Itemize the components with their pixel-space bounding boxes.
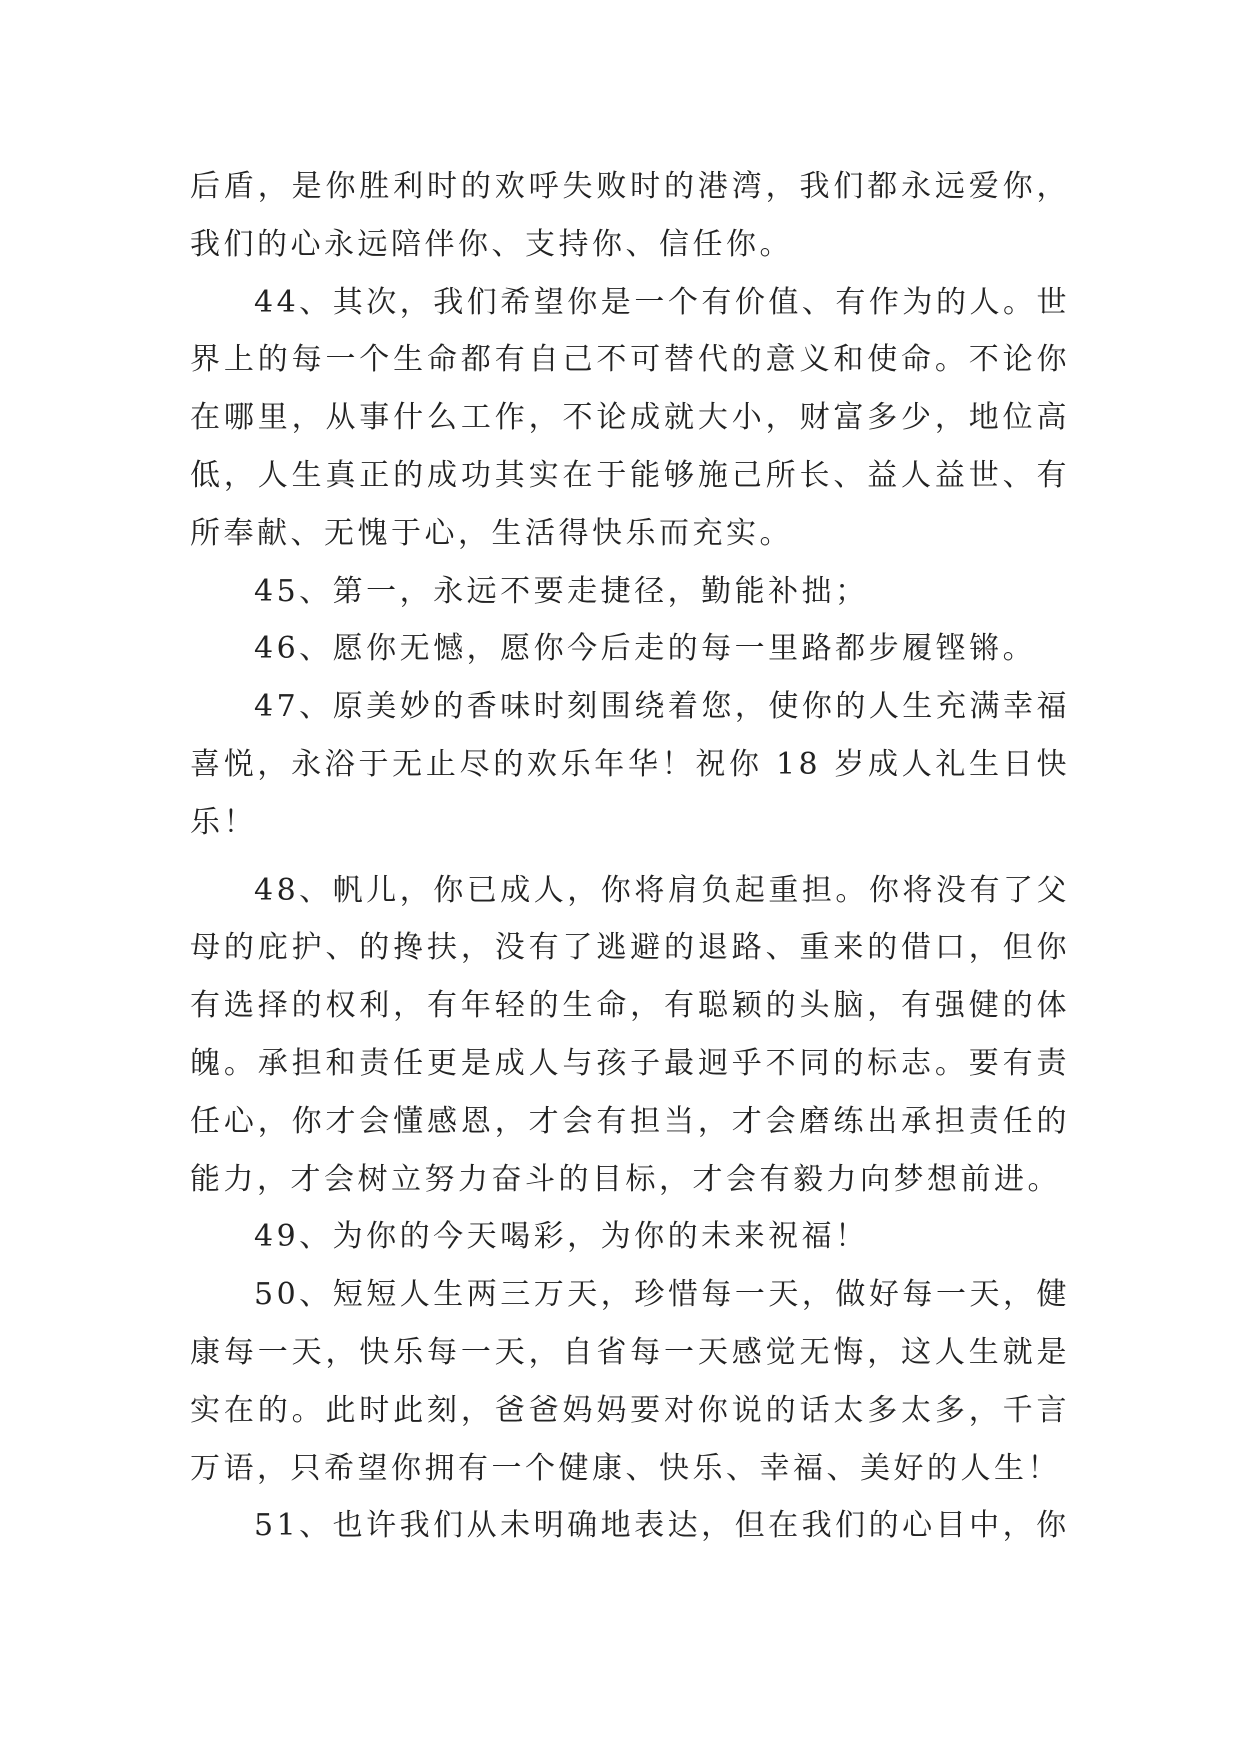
paragraph-46: 46、愿你无憾，愿你今后走的每一里路都步履铿锵。 bbox=[254, 631, 1037, 667]
paragraph-51: 51、也许我们从未明确地表达，但在我们的心目中，你 bbox=[254, 1508, 1070, 1544]
paragraph-49: 49、为你的今天喝彩，为你的未来祝福！ bbox=[254, 1219, 869, 1255]
paragraph-50: 50、短短人生两三万天，珍惜每一天，做好每一天，健康每一天，快乐每一天，自省每一天感觉无悔，这人生就是实在的。此时此刻，爸爸妈妈要对你说的话太多太多，千言万语，只希望你拥有一个健康、快乐、幸福、美好的人生！ bbox=[190, 1277, 1070, 1486]
document-page bbox=[190, 158, 1070, 1555]
paragraph-45: 45、第一，永远不要走捷径，勤能补拙； bbox=[254, 573, 869, 609]
paragraph-44: 44、其次，我们希望你是一个有价值、有作为的人。世界上的每一个生命都有自己不可替代的意义和使命。不论你在哪里，从事什么工作，不论成就大小，财富多少，地位高低，人生真正的成功其实在于能够施己所长、益人益世、有所奉献、无愧于心，生活得快乐而充实。 bbox=[190, 284, 1070, 551]
paragraph-47: 47、原美妙的香味时刻围绕着您，使你的人生充满幸福喜悦，永浴于无止尽的欢乐年华！祝你 18 岁成人礼生日快乐！ bbox=[190, 689, 1070, 840]
paragraph-48: 48、帆儿，你已成人，你将肩负起重担。你将没有了父母的庇护、的搀扶，没有了逃避的退路、重来的借口，但你有选择的权利，有年轻的生命，有聪颖的头脑，有强健的体魄。承担和责任更是成人与孩子最迥乎不同的标志。要有责任心，你才会懂感恩，才会有担当，才会磨练出承担责任的能力，才会树立努力奋斗的目标，才会有毅力向梦想前进。 bbox=[190, 872, 1070, 1197]
paragraph-continuation: 后盾，是你胜利时的欢呼失败时的港湾，我们都永远爱你，我们的心永远陪伴你、支持你、信任你。 bbox=[190, 169, 1070, 262]
